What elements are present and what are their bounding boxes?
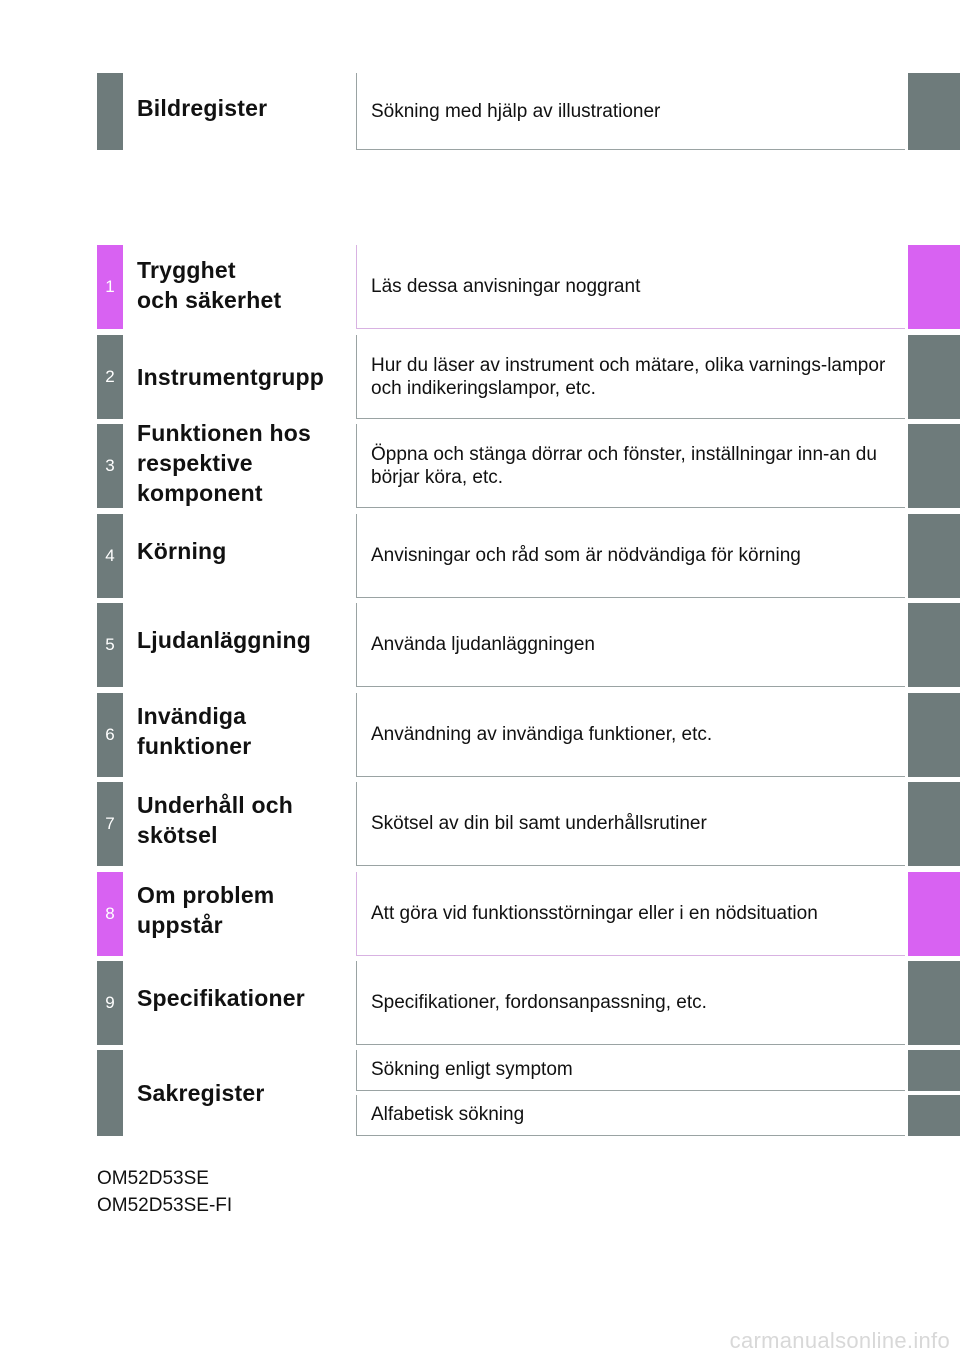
chapter-row-2[interactable] — [97, 335, 960, 419]
header-right-tab — [908, 73, 960, 150]
chapter-right-tab — [908, 961, 960, 1045]
chapter-row-3[interactable] — [97, 420, 960, 508]
chapter-right-tab — [908, 424, 960, 508]
chapter-number: 5 — [97, 603, 123, 687]
chapter-right-tab — [908, 693, 960, 777]
document-code: OM52D53SE-FI — [97, 1195, 233, 1216]
chapter-description: Anvisningar och råd som är nödvändiga för körning — [356, 514, 905, 598]
header-row[interactable] — [97, 73, 960, 150]
index-item-alphabetical[interactable]: Alfabetisk sökning — [356, 1095, 905, 1136]
header-title: Bildregister — [137, 95, 268, 121]
document-codes — [97, 1165, 232, 1219]
chapter-number: 6 — [97, 693, 123, 777]
chapter-row-8[interactable] — [97, 872, 960, 956]
header-left-tab — [97, 73, 123, 150]
index-item-alphabetical-tab — [908, 1095, 960, 1136]
index-item-symptom-tab — [908, 1050, 960, 1091]
chapter-description: Läs dessa anvisningar noggrant — [356, 245, 905, 329]
index-item-symptom[interactable]: Sökning enligt symptom — [356, 1050, 905, 1091]
chapter-title: Trygghet och säkerhet — [137, 257, 282, 313]
index-title: Sakregister — [137, 1080, 265, 1106]
chapter-description: Specifikationer, fordonsanpassning, etc. — [356, 961, 905, 1045]
watermark: carmanualsonline.info — [729, 1328, 950, 1353]
chapter-right-tab — [908, 245, 960, 329]
chapter-right-tab — [908, 514, 960, 598]
chapter-description: Hur du läser av instrument och mätare, olika varnings-lampor och indikeringslampor, etc. — [356, 335, 905, 419]
chapter-number: 9 — [97, 961, 123, 1045]
chapter-right-tab — [908, 335, 960, 419]
chapter-row-4[interactable] — [97, 514, 960, 598]
document-code: OM52D53SE — [97, 1168, 209, 1189]
chapter-description: Användning av invändiga funktioner, etc. — [356, 693, 905, 777]
chapter-row-5[interactable] — [97, 603, 960, 687]
chapter-title: Instrumentgrupp — [137, 364, 324, 390]
index-row — [97, 1050, 960, 1136]
chapter-description: Öppna och stänga dörrar och fönster, inställningar inn-an du börjar köra, etc. — [356, 424, 905, 508]
chapter-right-tab — [908, 782, 960, 866]
chapter-title: Om problem uppstår — [137, 882, 275, 938]
chapter-number: 1 — [97, 245, 123, 329]
chapter-description: Skötsel av din bil samt underhållsrutiner — [356, 782, 905, 866]
chapter-row-7[interactable] — [97, 782, 960, 866]
chapter-number: 3 — [97, 424, 123, 508]
chapter-number: 4 — [97, 514, 123, 598]
chapter-number: 2 — [97, 335, 123, 419]
chapter-title: Körning — [137, 538, 227, 564]
index-left-tab — [97, 1050, 123, 1136]
chapter-title: Ljudanläggning — [137, 627, 311, 653]
chapter-row-9[interactable] — [97, 961, 960, 1045]
chapter-title: Funktionen hos respektive komponent — [137, 420, 312, 506]
header-description: Sökning med hjälp av illustrationer — [356, 73, 905, 150]
chapter-row-6[interactable] — [97, 693, 960, 777]
chapter-title: Specifikationer — [137, 985, 305, 1011]
chapter-title: Invändiga funktioner — [137, 703, 252, 759]
chapter-description: Att göra vid funktionsstörningar eller i en nödsituation — [356, 872, 905, 956]
chapter-right-tab — [908, 603, 960, 687]
chapter-description: Använda ljudanläggningen — [356, 603, 905, 687]
chapter-title: Underhåll och skötsel — [137, 792, 293, 848]
chapter-number: 8 — [97, 872, 123, 956]
chapter-right-tab — [908, 872, 960, 956]
chapter-row-1[interactable] — [97, 245, 960, 329]
chapter-number: 7 — [97, 782, 123, 866]
